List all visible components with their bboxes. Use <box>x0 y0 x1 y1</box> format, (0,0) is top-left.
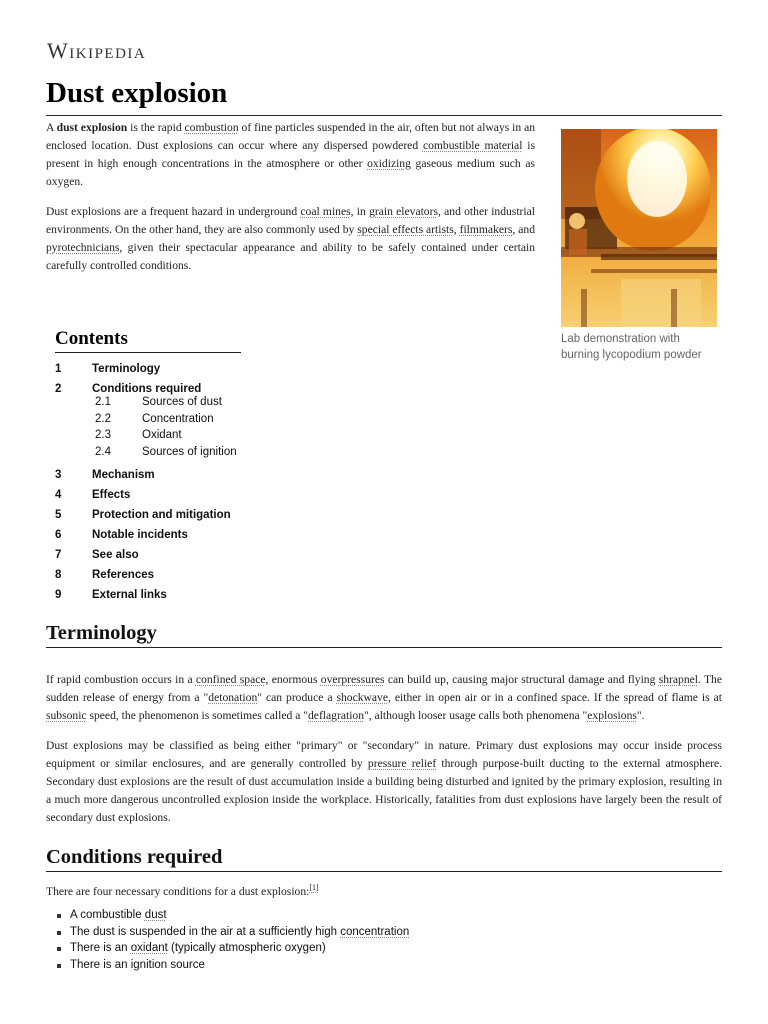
toc-subitem-oxidant[interactable]: 2.3 Oxidant <box>95 429 182 441</box>
toc-title: Contents <box>55 328 241 353</box>
figure-caption: Lab demonstration with burning lycopodium powder <box>561 333 702 361</box>
list-item: There is an oxidant (typically atmospheric oxygen) <box>57 940 409 957</box>
list-item: There is an ignition source <box>57 957 409 974</box>
toc-item-mechanism[interactable]: 3 Mechanism <box>55 469 155 481</box>
link-coal-mines[interactable]: coal mines <box>300 205 351 218</box>
toc-item-references[interactable]: 8 References <box>55 569 155 581</box>
link-oxidizing[interactable]: oxidizing <box>367 157 411 170</box>
reference-1[interactable]: [1] <box>309 883 319 892</box>
toc-item-notable-incidents[interactable]: 6 Notable incidents <box>55 529 188 541</box>
link-overpressures[interactable]: overpressures <box>320 673 385 686</box>
link-oxidant[interactable]: oxidant <box>130 942 168 954</box>
wikipedia-wordmark[interactable]: Wikipedia <box>47 38 147 63</box>
link-combustible-material[interactable]: combustible material <box>422 139 523 152</box>
link-filmmakers[interactable]: filmmakers <box>459 223 513 236</box>
toc-item-effects[interactable]: 4 Effects <box>55 489 131 501</box>
list-item: The dust is suspended in the air at a sufficiently high concentration <box>57 924 409 941</box>
link-combustion[interactable]: combustion <box>184 121 239 134</box>
toc-item-see-also[interactable]: 7 See also <box>55 549 139 561</box>
link-confined-space[interactable]: confined space <box>195 673 266 686</box>
link-special-effects-artists[interactable]: special effects artists <box>357 223 454 236</box>
toc-item-external-links[interactable]: 9 External links <box>55 589 167 601</box>
table-of-contents <box>55 328 255 605</box>
link-shrapnel[interactable]: shrapnel <box>658 673 698 686</box>
page-title: Dust explosion <box>46 74 722 116</box>
toc-item-protection-and-mitigation[interactable]: 5 Protection and mitigation <box>55 509 231 521</box>
intro-paragraph-1: A dust explosion is the rapid combustion of fine particles suspended in the air, often but not always in an enclosed location. Dust explosions can occur where any dispersed powdered combustible material is present in high enough concentrations in the atmosphere or other oxidizing gaseous medium such as oxygen. <box>46 121 536 188</box>
link-subsonic[interactable]: subsonic <box>46 709 87 722</box>
toc-subitem-sources-of-dust[interactable]: 2.1 Sources of dust <box>95 396 222 408</box>
intro-paragraph-2: Dust explosions are a frequent hazard in underground coal mines, in grain elevators, and other industrial environments. On the other hand, they are also commonly used by special effects artists, filmmakers, and pyrotechnicians, given their spectacular appearance and ability to be safely contained under certain carefully controlled conditions. <box>46 205 535 272</box>
lab-demonstration-photo[interactable] <box>561 129 717 327</box>
term-bold: dust explosion <box>56 121 128 134</box>
toc-subitem-sources-of-ignition[interactable]: 2.4 Sources of ignition <box>95 445 237 458</box>
toc-item-conditions-required[interactable]: 2 Conditions required <box>55 383 202 395</box>
infobox-figure <box>561 129 719 363</box>
link-deflagration[interactable]: deflagration <box>308 709 365 722</box>
section-heading-terminology: Terminology <box>46 622 722 648</box>
terminology-paragraph-1: If rapid combustion occurs in a confined space, enormous overpressures can build up, causing major structural damage and flying shrapnel. The sudden release of energy from a "detonation" can produce a shockwave, either in open air or in a confined space. If the spread of flame is at subsonic speed, the phenomenon is sometimes called a "deflagration", although looser usage calls both phenomena "explosions". <box>46 673 723 722</box>
terminology-paragraph-2: Dust explosions may be classified as being either "primary" or "secondary" in nature. Primary dust explosions may occur inside process equipment or similar enclosures, and are generally controlled by pressure relief through purpose-built ducting to the external atmosphere. Secondary dust explosions are the result of dust accumulation inside a building being disturbed and ignited by the primary explosion, resulting in a much more dangerous uncontrolled explosion inside the workplace. Historically, fatalities from dust explosions have largely been the result of secondary dust explosions. <box>46 739 722 824</box>
link-shockwave[interactable]: shockwave <box>336 691 388 704</box>
link-grain-elevators[interactable]: grain elevators <box>369 205 438 218</box>
link-pyrotechnicians[interactable]: pyrotechnicians <box>46 241 120 254</box>
link-dust[interactable]: dust <box>144 909 167 921</box>
conditions-intro: There are four necessary conditions for a dust explosion:[1] <box>46 883 319 898</box>
link-explosions[interactable]: explosions <box>587 709 637 722</box>
list-item: A combustible dust <box>57 907 409 924</box>
toc-item-terminology[interactable]: 1 Terminology <box>55 363 161 375</box>
section-heading-conditions-required: Conditions required <box>46 846 722 872</box>
toc-subitem-concentration[interactable]: 2.2 Concentration <box>95 412 214 425</box>
conditions-list <box>57 907 409 973</box>
link-pressure-relief[interactable]: pressure relief <box>367 757 437 770</box>
link-concentration[interactable]: concentration <box>340 925 410 938</box>
link-detonation[interactable]: detonation <box>208 691 258 704</box>
